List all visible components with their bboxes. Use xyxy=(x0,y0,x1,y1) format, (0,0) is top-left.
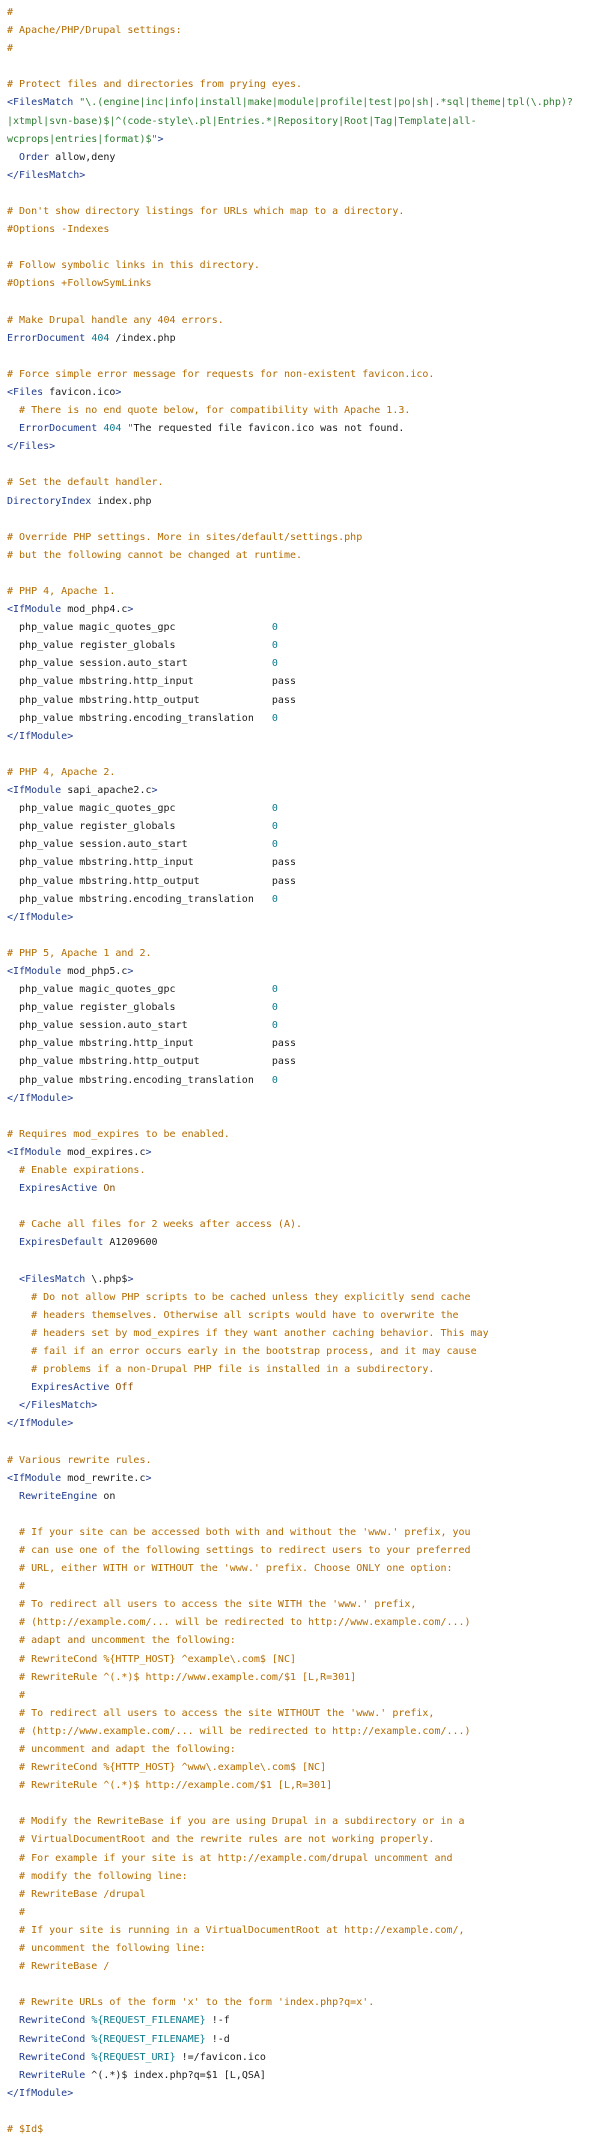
code-line xyxy=(7,1307,593,1325)
code-line xyxy=(7,22,593,40)
code-line xyxy=(7,692,593,710)
code-line xyxy=(7,637,593,655)
code-line xyxy=(7,1397,593,1415)
code-line xyxy=(7,1506,593,1524)
code-line xyxy=(7,474,593,492)
code-line xyxy=(7,1723,593,1741)
code-comment: # PHP 4, Apache 2. xyxy=(7,766,116,778)
code-line xyxy=(7,1090,593,1108)
code-text: mod_php5.c xyxy=(61,965,128,977)
code-comment: # Rewrite URLs of the form 'x' to the form 'index.php?q=x'. xyxy=(7,1997,375,2009)
code-line xyxy=(7,294,593,312)
code-comment: # For example if your site is at http://example.com/drupal uncomment and xyxy=(7,1852,453,1864)
code-line xyxy=(7,963,593,981)
code-text: php_value magic_quotes_gpc xyxy=(7,984,272,996)
code-tag: > xyxy=(127,1273,134,1285)
code-text: sapi_apache2.c xyxy=(61,785,152,797)
code-tag: > xyxy=(127,965,134,977)
code-line xyxy=(7,1632,593,1650)
code-line xyxy=(7,1198,593,1216)
code-line xyxy=(7,438,593,456)
code-line xyxy=(7,1596,593,1614)
code-comment: # $Id$ xyxy=(7,2123,44,2135)
code-tag: <FilesMatch xyxy=(19,1273,86,1285)
code-line xyxy=(7,239,593,257)
code-line xyxy=(7,221,593,239)
code-line xyxy=(7,149,593,167)
code-line xyxy=(7,2049,593,2067)
code-line xyxy=(7,2103,593,2121)
code-tag: </FilesMatch> xyxy=(19,1400,98,1412)
code-line xyxy=(7,1542,593,1560)
code-text: php_value mbstring.http_output pass xyxy=(7,1056,296,1068)
code-number: 404 xyxy=(91,332,110,344)
code-keyword: On xyxy=(103,1183,116,1195)
code-line xyxy=(7,1759,593,1777)
code-text: ^(.*)$ index.php?q=$1 [L,QSA] xyxy=(85,2069,266,2081)
code-comment: # (http://example.com/... will be redirected to http://www.example.com/...) xyxy=(7,1617,471,1629)
code-line xyxy=(7,619,593,637)
code-line xyxy=(7,1053,593,1071)
code-line xyxy=(7,818,593,836)
code-directive: RewriteCond xyxy=(19,2015,86,2027)
code-comment: # modify the following line: xyxy=(7,1870,188,1882)
code-line xyxy=(7,1126,593,1144)
code-directive: RewriteCond xyxy=(19,2051,86,2063)
code-line xyxy=(7,1651,593,1669)
code-line xyxy=(7,1850,593,1868)
code-line xyxy=(7,1940,593,1958)
code-line xyxy=(7,601,593,619)
code-keyword: Off xyxy=(115,1382,134,1394)
code-line xyxy=(7,1831,593,1849)
code-line xyxy=(7,167,593,185)
code-line xyxy=(7,456,593,474)
code-directive: ExpiresDefault xyxy=(19,1237,104,1249)
code-text: php_value session.auto_start xyxy=(7,658,272,670)
code-number: 0 xyxy=(271,839,278,851)
code-text: php_value magic_quotes_gpc xyxy=(7,622,272,634)
code-comment: # but the following cannot be changed at runtime. xyxy=(7,549,303,561)
code-line xyxy=(7,1795,593,1813)
code-comment: # Cache all files for 2 weeks after access (A). xyxy=(7,1219,303,1231)
code-line xyxy=(7,981,593,999)
code-tag: </Files> xyxy=(7,441,56,453)
code-line xyxy=(7,728,593,746)
code-line xyxy=(7,854,593,872)
code-string: " xyxy=(127,423,134,435)
code-text xyxy=(7,423,19,434)
code-directive: RewriteCond xyxy=(19,2033,86,2045)
code-line xyxy=(7,1560,593,1578)
code-comment: # xyxy=(7,1581,26,1593)
code-line xyxy=(7,1162,593,1180)
code-tag: </IfModule> xyxy=(7,2087,74,2099)
code-line xyxy=(7,203,593,221)
code-line xyxy=(7,58,593,76)
code-line xyxy=(7,1524,593,1542)
code-text: php_value register_globals xyxy=(7,640,272,652)
code-line xyxy=(7,565,593,583)
code-text: php_value mbstring.encoding_translation xyxy=(7,712,272,724)
code-comment: # PHP 5, Apache 1 and 2. xyxy=(7,947,152,959)
code-text: php_value mbstring.encoding_translation xyxy=(7,893,272,905)
code-text xyxy=(7,1400,19,1411)
code-text: php_value mbstring.http_output pass xyxy=(7,694,296,706)
code-comment: # URL, either WITH or WITHOUT the 'www.' prefix. Choose ONLY one option: xyxy=(7,1563,453,1575)
code-comment: # Force simple error message for requests for non-existent favicon.ico. xyxy=(7,368,435,380)
code-text: php_value mbstring.encoding_translation xyxy=(7,1074,272,1086)
code-line xyxy=(7,40,593,58)
code-line xyxy=(7,1868,593,1886)
code-string: "\.(engine|inc|info|install|make|module|profile|test|po|sh|.*sql|theme|tpl(\.php)? xyxy=(79,97,573,109)
code-text xyxy=(7,1183,19,1194)
code-number: 0 xyxy=(271,1002,278,1014)
code-line xyxy=(7,1669,593,1687)
code-text xyxy=(7,2070,19,2081)
code-line xyxy=(7,1452,593,1470)
code-text: allow,deny xyxy=(49,151,116,163)
code-line xyxy=(7,420,593,438)
code-string: wcprops|entries|format)$" xyxy=(7,133,158,145)
code-number: 0 xyxy=(271,893,278,905)
code-line xyxy=(7,312,593,330)
code-line xyxy=(7,909,593,927)
code-comment: # If your site can be accessed both with and without the 'www.' prefix, you xyxy=(7,1526,471,1538)
code-tag: > xyxy=(115,386,122,398)
code-comment: # RewriteRule ^(.*)$ http://www.example.com/$1 [L,R=301] xyxy=(7,1671,357,1683)
code-text xyxy=(7,2052,19,2063)
code-comment: # RewriteCond %{HTTP_HOST} ^example\.com$ [NC] xyxy=(7,1653,296,1665)
code-line xyxy=(7,1216,593,1234)
code-text: php_value register_globals xyxy=(7,821,272,833)
code-number: 0 xyxy=(271,622,278,634)
code-text: /index.php xyxy=(109,332,176,344)
code-comment: # fail if an error occurs early in the bootstrap process, and it may cause xyxy=(7,1345,477,1357)
code-line xyxy=(7,1470,593,1488)
code-comment: # xyxy=(7,7,14,18)
code-directive: ExpiresActive xyxy=(19,1183,98,1195)
code-line xyxy=(7,873,593,891)
code-line xyxy=(7,655,593,673)
code-number: 0 xyxy=(271,640,278,652)
code-text: A1209600 xyxy=(103,1237,158,1249)
code-text: The requested file favicon.ico was not found. xyxy=(133,423,405,435)
code-line xyxy=(7,2067,593,2085)
code-line xyxy=(7,836,593,854)
code-tag: </IfModule> xyxy=(7,1092,74,1104)
code-line xyxy=(7,257,593,275)
code-line xyxy=(7,746,593,764)
code-comment: # xyxy=(7,43,14,55)
code-line xyxy=(7,583,593,601)
code-text xyxy=(7,2015,19,2026)
code-line xyxy=(7,76,593,94)
code-line xyxy=(7,493,593,511)
code-tag: <IfModule xyxy=(7,604,62,616)
code-comment: #Options -Indexes xyxy=(7,224,110,236)
code-number: 0 xyxy=(271,803,278,815)
code-line xyxy=(7,1614,593,1632)
code-text: php_value mbstring.http_input pass xyxy=(7,676,296,688)
code-tag: <Files xyxy=(7,386,44,398)
code-tag: <IfModule xyxy=(7,1146,62,1158)
code-line xyxy=(7,185,593,203)
code-comment: # To redirect all users to access the site WITH the 'www.' prefix, xyxy=(7,1599,417,1611)
code-text xyxy=(7,1237,19,1248)
code-line xyxy=(7,1994,593,2012)
code-text: !-f xyxy=(205,2015,230,2027)
code-number: 0 xyxy=(271,984,278,996)
code-comment: # RewriteBase /drupal xyxy=(7,1888,146,1900)
code-line xyxy=(7,1108,593,1126)
code-directive: ErrorDocument xyxy=(19,423,98,435)
code-directive: RewriteRule xyxy=(19,2069,86,2081)
code-number: %{REQUEST_FILENAME} xyxy=(91,2015,206,2027)
code-line xyxy=(7,1777,593,1795)
code-line xyxy=(7,800,593,818)
code-tag: <IfModule xyxy=(7,785,62,797)
code-line xyxy=(7,1289,593,1307)
code-text: mod_php4.c xyxy=(61,604,128,616)
code-directive: RewriteEngine xyxy=(19,1490,98,1502)
code-directive: ExpiresActive xyxy=(31,1382,110,1394)
code-line xyxy=(7,1904,593,1922)
code-comment: # xyxy=(7,1689,26,1701)
code-line xyxy=(7,131,593,149)
code-text: php_value session.auto_start xyxy=(7,839,272,851)
code-line xyxy=(7,1144,593,1162)
code-line xyxy=(7,366,593,384)
code-comment: # VirtualDocumentRoot and the rewrite rules are not working properly. xyxy=(7,1834,435,1846)
code-tag: </IfModule> xyxy=(7,730,74,742)
code-tag: > xyxy=(157,133,164,145)
code-line xyxy=(7,2085,593,2103)
code-tag: > xyxy=(145,1146,152,1158)
code-line xyxy=(7,1976,593,1994)
code-line xyxy=(7,1578,593,1596)
code-line xyxy=(7,4,593,22)
code-text: \.php$ xyxy=(85,1273,128,1285)
code-comment: # To redirect all users to access the site WITHOUT the 'www.' prefix, xyxy=(7,1707,435,1719)
code-number: %{REQUEST_URI} xyxy=(91,2051,176,2063)
code-comment: # Various rewrite rules. xyxy=(7,1454,152,1466)
code-line xyxy=(7,1433,593,1451)
code-line xyxy=(7,2031,593,2049)
code-number: 0 xyxy=(271,658,278,670)
code-text: mod_expires.c xyxy=(61,1146,146,1158)
code-text xyxy=(7,2034,19,2045)
code-number: 404 xyxy=(103,423,122,435)
code-line xyxy=(7,1705,593,1723)
code-number: 0 xyxy=(271,712,278,724)
code-comment: # Protect files and directories from prying eyes. xyxy=(7,79,303,91)
code-comment: # Modify the RewriteBase if you are using Drupal in a subdirectory or in a xyxy=(7,1816,465,1828)
code-comment: # If your site is running in a VirtualDocumentRoot at http://example.com/, xyxy=(7,1924,465,1936)
code-line xyxy=(7,402,593,420)
code-comment: # RewriteCond %{HTTP_HOST} ^www\.example\.com$ [NC] xyxy=(7,1762,327,1774)
code-tag: > xyxy=(151,785,158,797)
code-text: favicon.ico xyxy=(43,386,116,398)
code-comment: # Follow symbolic links in this directory. xyxy=(7,260,260,272)
code-line xyxy=(7,945,593,963)
code-line xyxy=(7,330,593,348)
code-line xyxy=(7,764,593,782)
code-comment: # RewriteRule ^(.*)$ http://example.com/$1 [L,R=301] xyxy=(7,1780,333,1792)
code-text: php_value magic_quotes_gpc xyxy=(7,803,272,815)
code-text: php_value mbstring.http_output pass xyxy=(7,875,296,887)
code-text: on xyxy=(97,1490,116,1502)
code-tag: </IfModule> xyxy=(7,911,74,923)
code-line xyxy=(7,529,593,547)
code-line xyxy=(7,1741,593,1759)
code-line xyxy=(7,1379,593,1397)
code-comment: # Do not allow PHP scripts to be cached unless they explicitly send cache xyxy=(7,1291,471,1303)
code-line xyxy=(7,2121,593,2139)
code-line xyxy=(7,348,593,366)
code-line xyxy=(7,511,593,529)
code-line xyxy=(7,673,593,691)
code-line xyxy=(7,1415,593,1433)
code-comment: # xyxy=(7,1906,26,1918)
code-tag: <FilesMatch xyxy=(7,97,80,109)
code-comment: # Enable expirations. xyxy=(7,1165,146,1176)
code-directive: Order xyxy=(19,151,50,163)
code-number: 0 xyxy=(271,1074,278,1086)
code-tag: </IfModule> xyxy=(7,1418,74,1430)
code-number: 0 xyxy=(271,1020,278,1032)
code-text: index.php xyxy=(91,495,152,507)
code-line xyxy=(7,1958,593,1976)
code-line xyxy=(7,1886,593,1904)
code-tag: > xyxy=(145,1472,152,1484)
code-comment: # uncomment the following line: xyxy=(7,1943,206,1955)
code-text xyxy=(7,1382,31,1393)
code-comment: # PHP 4, Apache 1. xyxy=(7,586,116,597)
code-line xyxy=(7,1343,593,1361)
code-text: php_value mbstring.http_input pass xyxy=(7,857,296,869)
code-string: |xtmpl|svn-base)$|^(code-style\.pl|Entries.*|Repository|Root|Tag|Template|all- xyxy=(7,115,477,127)
code-tag: </FilesMatch> xyxy=(7,169,86,181)
code-comment: # (http://www.example.com/... will be redirected to http://example.com/...) xyxy=(7,1725,471,1737)
code-comment: # There is no end quote below, for compatibility with Apache 1.3. xyxy=(7,405,411,417)
code-line xyxy=(7,1361,593,1379)
code-comment: # problems if a non-Drupal PHP file is installed in a subdirectory. xyxy=(7,1364,435,1376)
code-tag: <IfModule xyxy=(7,1472,62,1484)
code-line xyxy=(7,1325,593,1343)
code-line xyxy=(7,1922,593,1940)
code-comment: # Override PHP settings. More in sites/default/settings.php xyxy=(7,531,363,543)
code-text: !-d xyxy=(205,2033,230,2045)
code-line xyxy=(7,1687,593,1705)
code-text: php_value session.auto_start xyxy=(7,1020,272,1032)
code-line xyxy=(7,1035,593,1053)
code-comment: # Apache/PHP/Drupal settings: xyxy=(7,25,182,37)
code-comment: # Set the default handler. xyxy=(7,477,164,489)
code-comment: # Requires mod_expires to be enabled. xyxy=(7,1128,230,1140)
code-line xyxy=(7,710,593,728)
code-tag: > xyxy=(127,604,134,616)
code-comment: # can use one of the following settings to redirect users to your preferred xyxy=(7,1544,471,1556)
code-line xyxy=(7,1813,593,1831)
code-line xyxy=(7,384,593,402)
code-tag: <IfModule xyxy=(7,965,62,977)
code-line xyxy=(7,275,593,293)
code-line xyxy=(7,547,593,565)
code-text: php_value register_globals xyxy=(7,1002,272,1014)
code-line xyxy=(7,1488,593,1506)
code-line xyxy=(7,1252,593,1270)
code-line xyxy=(7,927,593,945)
code-directive: ErrorDocument xyxy=(7,332,86,344)
code-line xyxy=(7,1271,593,1289)
code-line xyxy=(7,999,593,1017)
code-text xyxy=(7,1491,19,1502)
code-number: %{REQUEST_FILENAME} xyxy=(91,2033,206,2045)
code-text: !=/favicon.ico xyxy=(175,2051,266,2063)
code-comment: # uncomment and adapt the following: xyxy=(7,1744,236,1755)
code-text: mod_rewrite.c xyxy=(61,1472,146,1484)
code-comment: # headers themselves. Otherwise all scripts would have to overwrite the xyxy=(7,1309,459,1321)
code-comment: # adapt and uncomment the following: xyxy=(7,1635,236,1647)
code-line xyxy=(7,891,593,909)
code-line xyxy=(7,1072,593,1090)
code-text xyxy=(7,1274,19,1285)
code-line xyxy=(7,1180,593,1198)
code-text: php_value mbstring.http_input pass xyxy=(7,1038,296,1050)
code-comment: # Make Drupal handle any 404 errors. xyxy=(7,314,224,326)
code-directive: DirectoryIndex xyxy=(7,495,92,507)
code-line xyxy=(7,1234,593,1252)
code-text xyxy=(7,152,19,163)
code-comment: # Don't show directory listings for URLs which map to a directory. xyxy=(7,206,405,218)
code-line xyxy=(7,2012,593,2030)
code-line xyxy=(7,1017,593,1035)
code-comment: #Options +FollowSymLinks xyxy=(7,278,152,290)
code-comment: # RewriteBase / xyxy=(7,1961,110,1973)
code-number: 0 xyxy=(271,821,278,833)
code-line xyxy=(7,782,593,800)
code-line xyxy=(7,94,593,112)
code-comment: # headers set by mod_expires if they want another caching behavior. This may xyxy=(7,1327,489,1339)
code-line xyxy=(7,113,593,131)
